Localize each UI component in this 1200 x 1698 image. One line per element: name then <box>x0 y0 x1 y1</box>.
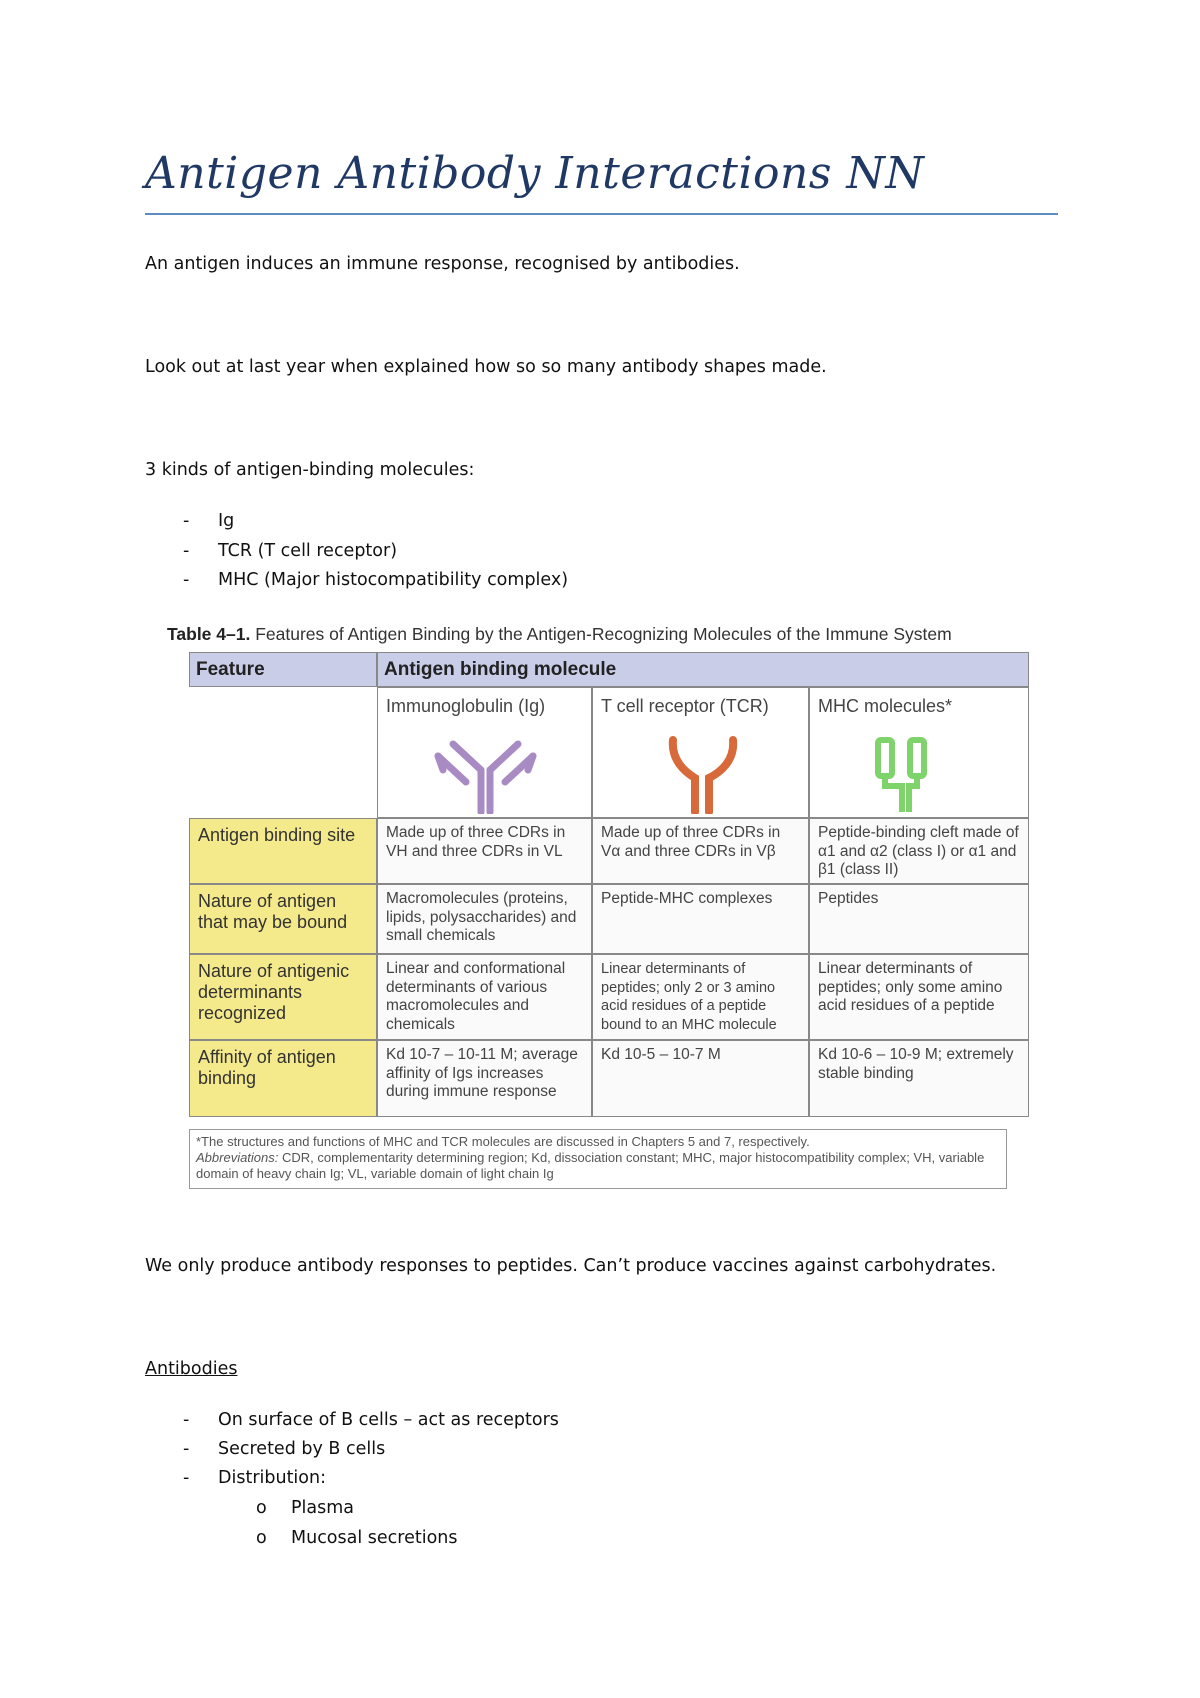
antigen-binding-table <box>189 652 1029 1117</box>
cell-ig-nature: Macromolecules (proteins, lipids, polysaccharides) and small chemicals <box>377 884 592 954</box>
paragraph-look-out: Look out at last year when explained how so so many antibody shapes made. <box>145 357 827 377</box>
t-cell-receptor-icon <box>593 730 810 814</box>
cell-ig-determinants: Linear and conformational determinants of various macromolecules and chemicals <box>377 954 592 1040</box>
cell-mhc-determinants: Linear determinants of peptides; only some amino acid residues of a peptide <box>809 954 1029 1040</box>
list-item: - Distribution: <box>183 1468 326 1488</box>
page-title: Antigen Antibody Interactions NN <box>145 148 925 199</box>
cell-tcr-determinants: Linear determinants of peptides; only 2 or 3 amino acid residues of a peptide bound to an MHC molecule <box>592 954 809 1040</box>
paragraph-antigen-definition: An antigen induces an immune response, recognised by antibodies. <box>145 254 740 274</box>
column-ig: Immunoglobulin (Ig) <box>377 687 592 818</box>
mhc-molecule-icon <box>810 730 1030 814</box>
cell-ig-affinity: Kd 10-7 – 10-11 M; average affinity of Igs increases during immune response <box>377 1040 592 1117</box>
list-item: - Secreted by B cells <box>183 1439 386 1459</box>
list-item: - Ig <box>183 511 235 531</box>
feature-antigen-binding-site: Antigen binding site <box>189 818 377 884</box>
cell-ig-binding-site: Made up of three CDRs in VH and three CDRs in VL <box>377 818 592 884</box>
cell-tcr-affinity: Kd 10-5 – 10-7 M <box>592 1040 809 1117</box>
feature-nature-of-antigen: Nature of antigen that may be bound <box>189 884 377 954</box>
section-heading-antibodies: Antibodies <box>145 1359 238 1379</box>
column-tcr: T cell receptor (TCR) <box>592 687 809 818</box>
cell-tcr-nature: Peptide-MHC complexes <box>592 884 809 954</box>
table-footnote: *The structures and functions of MHC and TCR molecules are discussed in Chapters 5 and 7, respectively. Abbreviations: CDR, complementarity determining region; Kd, dissociation constant; MHC, major histocompatibility complex; VH, variable domain of heavy chain Ig; VL, variable domain of light chain Ig <box>189 1129 1007 1189</box>
list-item: - MHC (Major histocompatibility complex) <box>183 570 569 590</box>
list-item: - On surface of B cells – act as receptors <box>183 1410 559 1430</box>
sub-list-item: o Mucosal secretions <box>256 1528 458 1548</box>
cell-mhc-binding-site: Peptide-binding cleft made of α1 and α2 (class I) or α1 and β1 (class II) <box>809 818 1029 884</box>
paragraph-three-kinds: 3 kinds of antigen-binding molecules: <box>145 460 475 480</box>
table-header-feature: Feature <box>189 652 377 687</box>
cell-mhc-nature: Peptides <box>809 884 1029 954</box>
feature-affinity: Affinity of antigen binding <box>189 1040 377 1117</box>
table-header-molecule: Antigen binding molecule <box>377 652 1029 687</box>
feature-antigenic-determinants: Nature of antigenic determinants recognized <box>189 954 377 1040</box>
immunoglobulin-icon <box>378 730 593 814</box>
column-mhc: MHC molecules* <box>809 687 1029 818</box>
table-caption: Table 4–1. Features of Antigen Binding by the Antigen-Recognizing Molecules of the Immune System <box>167 624 952 644</box>
sub-list-item: o Plasma <box>256 1498 355 1518</box>
list-item: - TCR (T cell receptor) <box>183 541 398 561</box>
title-underline <box>145 213 1058 215</box>
cell-mhc-affinity: Kd 10-6 – 10-9 M; extremely stable binding <box>809 1040 1029 1117</box>
cell-tcr-binding-site: Made up of three CDRs in Vα and three CDRs in Vβ <box>592 818 809 884</box>
paragraph-peptide-responses: We only produce antibody responses to peptides. Can’t produce vaccines against carbohydrates. <box>145 1256 997 1276</box>
